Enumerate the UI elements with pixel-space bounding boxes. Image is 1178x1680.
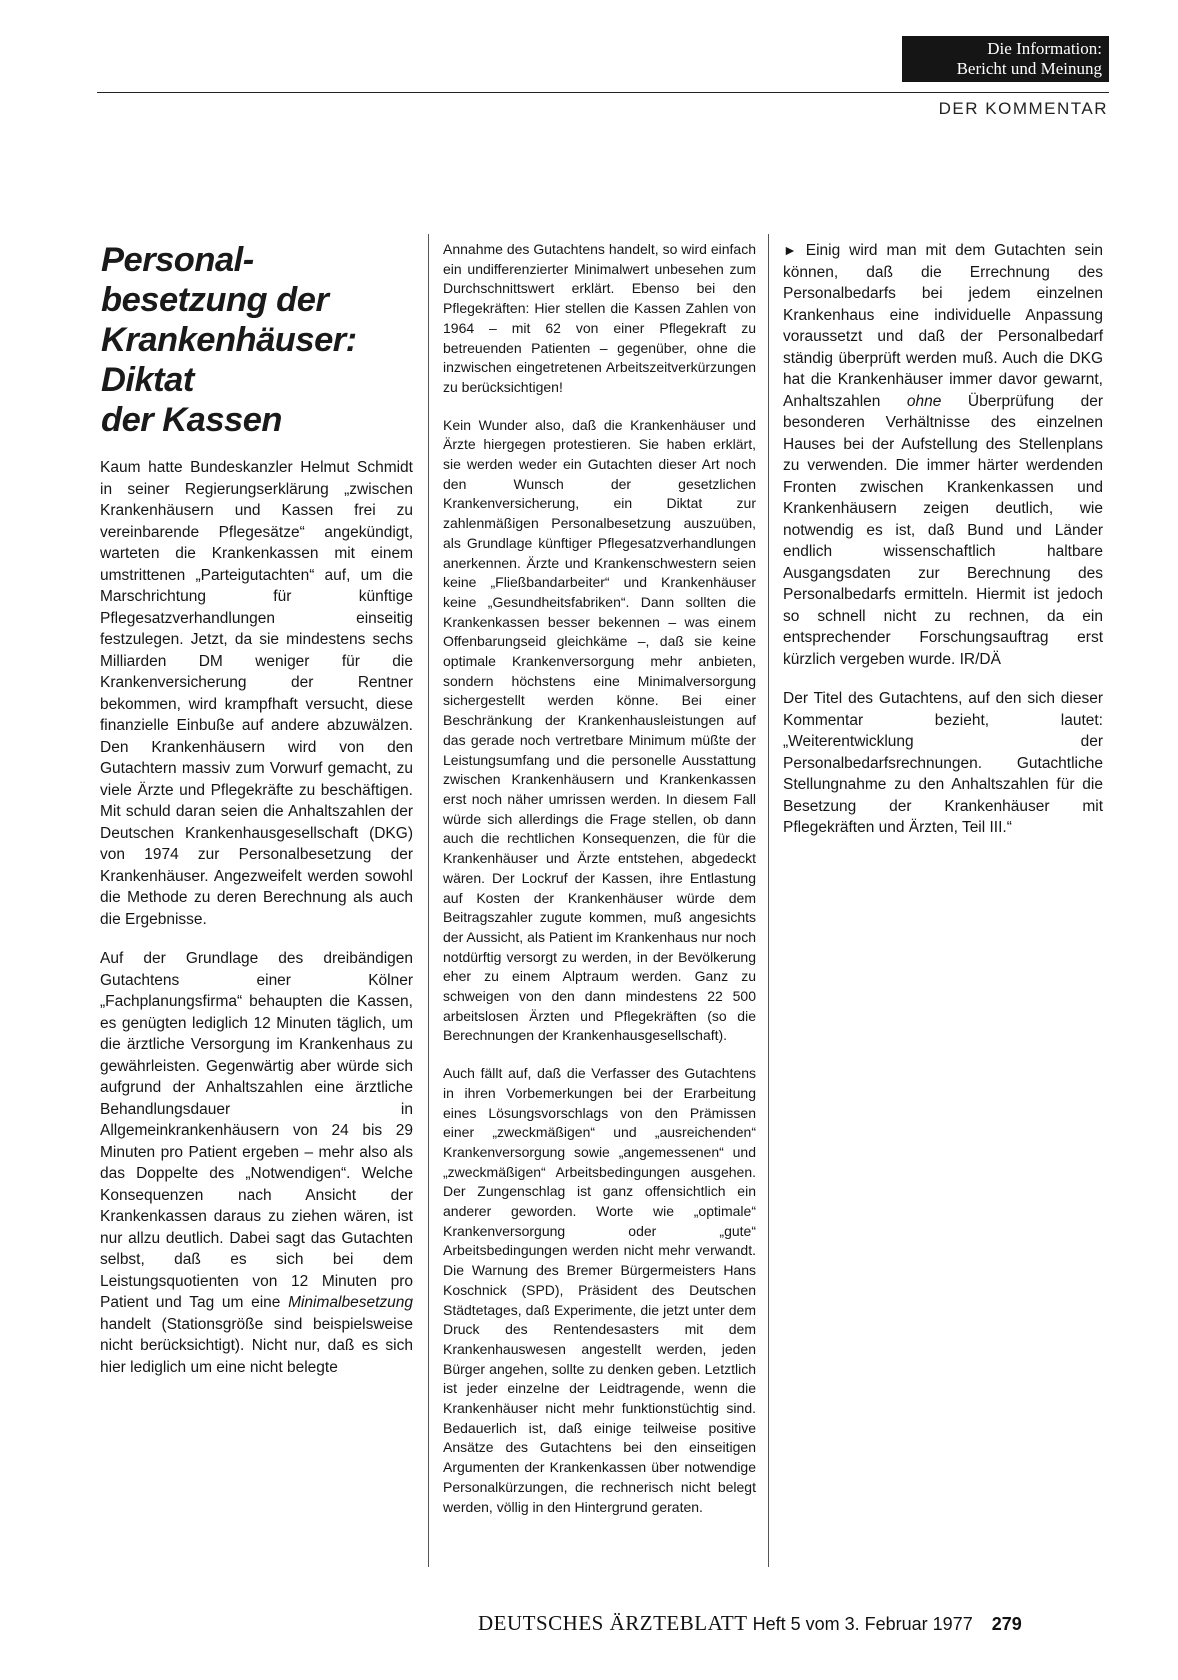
journal-name: DEUTSCHES ÄRZTEBLATT xyxy=(478,1611,748,1635)
emphasis-text: Minimalbesetzung xyxy=(288,1294,414,1311)
emphasis-text: ohne xyxy=(906,392,942,410)
title-line: Krankenhäuser: xyxy=(101,321,357,359)
title-line: besetzung der xyxy=(101,281,329,319)
article-column-1 xyxy=(100,457,413,1396)
title-line: Diktat xyxy=(101,361,194,399)
header-rule xyxy=(97,92,1109,93)
badge-line-1: Die Information: xyxy=(987,39,1102,58)
paragraph xyxy=(100,948,413,1378)
column-divider xyxy=(768,234,769,1567)
paragraph xyxy=(783,240,1103,670)
title-line: der Kassen xyxy=(101,401,283,439)
title-line: Personal- xyxy=(101,241,254,279)
page-footer xyxy=(478,1611,1110,1636)
paragraph: Annahme des Gutachtens handelt, so wird einfach ein undifferenzierter Minimalwert unbesehen zum Durchschnittswert erklärt. Ebenso bei den Pflegekräften: Hier stellen die Kassen Zahlen von 1964 – mit 62 von einer Pflegekraft zu betreuenden Patienten – gegenüber, ohne die inzwischen eingetretenen Arbeitszeitverkürzungen zu berücksichtigen! xyxy=(443,241,756,395)
issue-info: Heft 5 vom 3. Februar 1977 xyxy=(752,1614,973,1634)
paragraph: Kaum hatte Bundeskanzler Helmut Schmidt in seiner Regierungserklärung „zwischen Krankenhäusern und Kassen frei zu vereinbarende Pflegesätze“ angekündigt, warteten die Krankenkassen mit einem umstrittenen „Parteigutachten“ auf, um die Marschrichtung für künftige Pflegesatzverhandlungen einseitig festzulegen. Jetzt, da sie mindestens sechs Milliarden DM weniger für die Krankenversicherung der Rentner bekommen, wird krampfhaft versucht, diese finanzielle Einbuße auf andere abzuwälzen. Den Krankenhäusern wird von den Gutachtern massiv zum Vorwurf gemacht, zu viele Ärzte und Pflegekräfte zu beschäftigen. Mit schuld daran seien die Anhaltszahlen der Deutschen Krankenhausgesellschaft (DKG) von 1974 zur Personalbesetzung der Krankenhäuser. Angezweifelt werden sowohl die Methode zu deren Berechnung als auch die Ergebnisse. xyxy=(100,459,413,928)
paragraph-text: Überprüfung der besonderen Verhältnisse des einzelnen Hauses bei der Aufstellung des Stellenplans zu verwenden. Die immer härter werdenden Fronten zwischen Krankenkassen und Krankenhäusern zeigen deutlich, wie notwendig es ist, daß Bund und Länder endlich wissenschaftlich haltbare Ausgangsdaten zur Berechnung des Personalbedarfs ermitteln. Hiermit ist jedoch so schnell nicht zu rechnen, da ein entsprechender Forschungsauftrag erst kürzlich vergeben wurde. IR/DÄ xyxy=(783,392,1104,668)
article-column-3 xyxy=(783,240,1103,857)
paragraph: Kein Wunder also, daß die Krankenhäuser und Ärzte hiergegen protestieren. Sie haben erklärt, sie werden weder ein Gutachten dieser Art noch den Wunsch der gesetzlichen Krankenversicherung, ein Diktat zur zahlenmäßigen Personalbesetzung auszuüben, als Grundlage künftiger Pflegesatzverhandlungen anerkennen. Ärzte und Krankenschwestern seien keine „Fließbandarbeiter“ und Krankenhäuser keine „Gesundheitsfabriken“. Dann sollten die Krankenkassen besser bekennen – was einem Offenbarungseid gleichkäme –, daß sie keine optimale Krankenversorgung mehr anbieten, sondern höchstens eine Minimalversorgung sichergestellt werden könne. Bei einer Beschränkung der Krankenhausleistungen auf das gerade noch vertretbare Minimum müßte der Leistungsumfang und die personelle Ausstattung zwischen Krankenhäusern und Krankenkassen erst noch näher umrissen werden. In diesem Fall würde sich allerdings die Frage stellen, ob dann auch die rechtlichen Konsequenzen, die für die Krankenhäuser und Ärzte entstehen, abgedeckt wären. Der Lockruf der Kassen, ihre Entlastung auf Kosten der Krankenhäuser würde dem Beitragszahler zugute kommen, muß angesichts der Aussicht, als Patient im Krankenhaus nur noch notdürftig versorgt zu werden, in der Bevölkerung eher zu einem Alptraum werden. Ganz zu schweigen von den dann mindestens 22 500 arbeitslosen Ärzten und Pflegekräften (so die Berechnungen der Krankenhausgesellschaft). xyxy=(443,416,756,1044)
paragraph-text: handelt (Stationsgröße sind beispielsweise nicht berücksichtigt). Nicht nur, daß es sich hier lediglich um eine nicht belegte xyxy=(100,1315,413,1376)
paragraph: Der Titel des Gutachtens, auf den sich dieser Kommentar bezieht, lautet: „Weiterentwicklung der Personalbedarfsrechnungen. Gutachtliche Stellungnahme zu den Anhaltszahlen für die Besetzung der Krankenhäuser mit Pflegekräften und Ärzten, Teil III.“ xyxy=(783,690,1103,836)
paragraph: Auch fällt auf, daß die Verfasser des Gutachtens in ihren Vorbemerkungen bei der Erarbeitung eines Lösungsvorschlags von den Prämissen einer „zweckmäßigen“ und „ausreichenden“ Krankenversorgung sowie „angemessenen“ und „zweckmäßigen“ Arbeitsbedingungen ausgehen. Der Zungenschlag ist ganz offensichtlich ein anderer geworden. Worte wie „optimale“ Krankenversorgung oder „gute“ Arbeitsbedingungen werden nicht mehr verwandt. Die Warnung des Bremer Bürgermeisters Hans Koschnick (SPD), Präsident des Deutschen Städtetages, daß Experimente, die jetzt unter dem Druck des Rentendesasters mit dem Krankenhauswesen angestellt werden, jeden Bürger angehen, sollte zu denken geben. Letztlich ist jeder einzelne der Leidtragende, wenn die Krankenhäuser nicht mehr funktionstüchtig sind. Bedauerlich ist, daß einige teilweise positive Ansätze des Gutachtens bei den einseitigen Argumenten der Krankenkassen über notwendige Personalkürzungen, die rechnerisch nicht belegt werden, völlig in den Hintergrund geraten. xyxy=(443,1065,756,1515)
paragraph-text: Einig wird man mit dem Gutachten sein können, daß die Errechnung des Personalbedarfs bei jedem einzelnen Krankenhaus eine individuelle Anpassung voraussetzt und daß der Personalbedarf ständig überprüft werden muß. Auch die DKG hat die Krankenhäuser immer davor gewarnt, Anhaltszahlen xyxy=(783,242,1103,410)
article-title xyxy=(101,240,401,440)
section-label: DER KOMMENTAR xyxy=(938,99,1108,118)
paragraph-text: Auf der Grundlage des dreibändigen Gutachtens einer Kölner „Fachplanungsfirma“ behaupten die Kassen, es genügten lediglich 12 Minuten täglich, um die ärztliche Versorgung im Krankenhaus zu gewährleisten. Gegenwärtig aber würde sich aufgrund der Anhaltszahlen eine ärztliche Behandlungsdauer in Allgemeinkrankenhäusern von 24 bis 29 Minuten pro Patient ergeben – mehr also als das Doppelte des „Notwendigen“. Welche Konsequenzen nach Ansicht der Krankenkassen daraus zu ziehen wären, ist nur allzu deutlich. Dabei sagt das Gutachten selbst, daß es sich bei dem Leistungsquotienten von 12 Minuten pro Patient und Tag um eine xyxy=(100,950,413,1311)
page-number: 279 xyxy=(991,1614,1022,1634)
article-column-2 xyxy=(443,240,756,1535)
badge-line-2: Bericht und Meinung xyxy=(956,59,1102,78)
section-badge xyxy=(902,36,1109,82)
column-divider xyxy=(428,234,429,1567)
arrow-bullet-icon: ► xyxy=(783,242,797,258)
